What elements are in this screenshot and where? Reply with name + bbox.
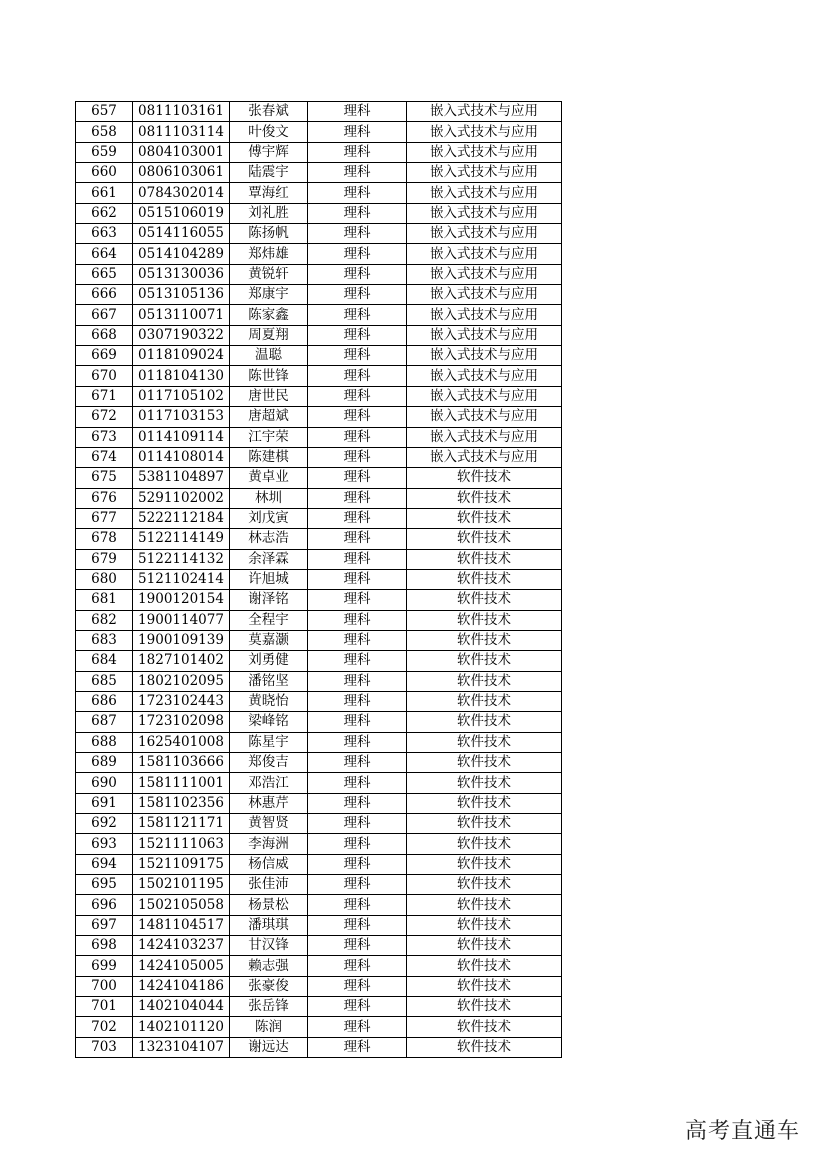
roster-body bbox=[76, 102, 562, 1058]
cell-name: 余泽霖 bbox=[230, 549, 308, 569]
cell-exam-id: 0513110071 bbox=[133, 305, 230, 325]
cell-exam-id: 0514104289 bbox=[133, 244, 230, 264]
cell-name: 谢远达 bbox=[230, 1037, 308, 1057]
table-row bbox=[76, 610, 562, 630]
cell-major: 软件技术 bbox=[407, 1017, 562, 1037]
watermark-text: 高考直通车 bbox=[684, 1119, 800, 1144]
cell-number: 665 bbox=[76, 264, 133, 284]
cell-category: 理科 bbox=[308, 529, 407, 549]
cell-exam-id: 1581111001 bbox=[133, 773, 230, 793]
table-row bbox=[76, 183, 562, 203]
cell-exam-id: 0806103061 bbox=[133, 163, 230, 183]
cell-category: 理科 bbox=[308, 427, 407, 447]
cell-major: 软件技术 bbox=[407, 691, 562, 711]
cell-category: 理科 bbox=[308, 346, 407, 366]
table-row bbox=[76, 773, 562, 793]
table-row bbox=[76, 122, 562, 142]
table-row bbox=[76, 691, 562, 711]
cell-exam-id: 1502101195 bbox=[133, 875, 230, 895]
cell-category: 理科 bbox=[308, 244, 407, 264]
cell-number: 673 bbox=[76, 427, 133, 447]
cell-name: 谢泽铭 bbox=[230, 590, 308, 610]
table-row bbox=[76, 203, 562, 223]
cell-category: 理科 bbox=[308, 468, 407, 488]
cell-number: 666 bbox=[76, 285, 133, 305]
cell-number: 671 bbox=[76, 386, 133, 406]
cell-major: 软件技术 bbox=[407, 732, 562, 752]
cell-name: 陈家鑫 bbox=[230, 305, 308, 325]
cell-exam-id: 1424103237 bbox=[133, 936, 230, 956]
table-row bbox=[76, 305, 562, 325]
cell-exam-id: 0514116055 bbox=[133, 224, 230, 244]
cell-exam-id: 5222112184 bbox=[133, 508, 230, 528]
cell-number: 658 bbox=[76, 122, 133, 142]
cell-number: 687 bbox=[76, 712, 133, 732]
cell-category: 理科 bbox=[308, 203, 407, 223]
cell-number: 693 bbox=[76, 834, 133, 854]
table-row bbox=[76, 529, 562, 549]
cell-major: 软件技术 bbox=[407, 753, 562, 773]
cell-number: 690 bbox=[76, 773, 133, 793]
cell-major: 软件技术 bbox=[407, 854, 562, 874]
cell-name: 梁峰铭 bbox=[230, 712, 308, 732]
cell-name: 刘戊寅 bbox=[230, 508, 308, 528]
table-row bbox=[76, 936, 562, 956]
cell-number: 689 bbox=[76, 753, 133, 773]
cell-name: 赖志强 bbox=[230, 956, 308, 976]
cell-major: 软件技术 bbox=[407, 468, 562, 488]
table-row bbox=[76, 1037, 562, 1057]
cell-exam-id: 1625401008 bbox=[133, 732, 230, 752]
cell-major: 软件技术 bbox=[407, 956, 562, 976]
admission-roster-table bbox=[75, 101, 562, 1058]
cell-category: 理科 bbox=[308, 549, 407, 569]
table-row bbox=[76, 814, 562, 834]
cell-major: 软件技术 bbox=[407, 773, 562, 793]
cell-major: 嵌入式技术与应用 bbox=[407, 264, 562, 284]
cell-name: 潘琪琪 bbox=[230, 915, 308, 935]
cell-name: 黄卓业 bbox=[230, 468, 308, 488]
cell-category: 理科 bbox=[308, 610, 407, 630]
table-row bbox=[76, 447, 562, 467]
cell-exam-id: 5381104897 bbox=[133, 468, 230, 488]
cell-major: 软件技术 bbox=[407, 508, 562, 528]
cell-category: 理科 bbox=[308, 366, 407, 386]
cell-exam-id: 1723102098 bbox=[133, 712, 230, 732]
table-row bbox=[76, 590, 562, 610]
cell-major: 软件技术 bbox=[407, 997, 562, 1017]
cell-category: 理科 bbox=[308, 183, 407, 203]
cell-number: 692 bbox=[76, 814, 133, 834]
cell-major: 嵌入式技术与应用 bbox=[407, 366, 562, 386]
cell-exam-id: 1481104517 bbox=[133, 915, 230, 935]
cell-category: 理科 bbox=[308, 447, 407, 467]
cell-number: 699 bbox=[76, 956, 133, 976]
cell-number: 695 bbox=[76, 875, 133, 895]
table-row bbox=[76, 732, 562, 752]
cell-exam-id: 0117103153 bbox=[133, 407, 230, 427]
cell-name: 林圳 bbox=[230, 488, 308, 508]
cell-category: 理科 bbox=[308, 671, 407, 691]
cell-major: 嵌入式技术与应用 bbox=[407, 203, 562, 223]
cell-name: 黄锐轩 bbox=[230, 264, 308, 284]
cell-name: 张豪俊 bbox=[230, 976, 308, 996]
cell-category: 理科 bbox=[308, 956, 407, 976]
cell-exam-id: 1323104107 bbox=[133, 1037, 230, 1057]
table-row bbox=[76, 244, 562, 264]
cell-major: 嵌入式技术与应用 bbox=[407, 183, 562, 203]
table-row bbox=[76, 651, 562, 671]
cell-exam-id: 0307190322 bbox=[133, 325, 230, 345]
cell-category: 理科 bbox=[308, 264, 407, 284]
cell-category: 理科 bbox=[308, 407, 407, 427]
cell-category: 理科 bbox=[308, 386, 407, 406]
cell-name: 唐世民 bbox=[230, 386, 308, 406]
cell-category: 理科 bbox=[308, 651, 407, 671]
cell-major: 嵌入式技术与应用 bbox=[407, 346, 562, 366]
cell-exam-id: 1402101120 bbox=[133, 1017, 230, 1037]
cell-exam-id: 0811103114 bbox=[133, 122, 230, 142]
cell-major: 软件技术 bbox=[407, 488, 562, 508]
cell-category: 理科 bbox=[308, 732, 407, 752]
cell-name: 陆震宇 bbox=[230, 163, 308, 183]
cell-number: 674 bbox=[76, 447, 133, 467]
cell-number: 685 bbox=[76, 671, 133, 691]
table-row bbox=[76, 854, 562, 874]
cell-exam-id: 1900114077 bbox=[133, 610, 230, 630]
table-row bbox=[76, 834, 562, 854]
cell-major: 软件技术 bbox=[407, 875, 562, 895]
cell-name: 陈润 bbox=[230, 1017, 308, 1037]
cell-category: 理科 bbox=[308, 875, 407, 895]
table-row bbox=[76, 793, 562, 813]
cell-name: 郑炜雄 bbox=[230, 244, 308, 264]
table-row bbox=[76, 264, 562, 284]
cell-category: 理科 bbox=[308, 976, 407, 996]
cell-exam-id: 0515106019 bbox=[133, 203, 230, 223]
cell-number: 676 bbox=[76, 488, 133, 508]
cell-major: 软件技术 bbox=[407, 814, 562, 834]
table-row bbox=[76, 976, 562, 996]
cell-exam-id: 1424105005 bbox=[133, 956, 230, 976]
cell-major: 嵌入式技术与应用 bbox=[407, 407, 562, 427]
cell-number: 669 bbox=[76, 346, 133, 366]
cell-major: 软件技术 bbox=[407, 895, 562, 915]
cell-major: 嵌入式技术与应用 bbox=[407, 285, 562, 305]
cell-number: 668 bbox=[76, 325, 133, 345]
cell-major: 软件技术 bbox=[407, 712, 562, 732]
cell-name: 杨景松 bbox=[230, 895, 308, 915]
cell-category: 理科 bbox=[308, 325, 407, 345]
cell-category: 理科 bbox=[308, 936, 407, 956]
cell-name: 莫嘉灏 bbox=[230, 630, 308, 650]
table-row bbox=[76, 875, 562, 895]
cell-major: 软件技术 bbox=[407, 793, 562, 813]
cell-exam-id: 5291102002 bbox=[133, 488, 230, 508]
cell-exam-id: 1581102356 bbox=[133, 793, 230, 813]
cell-number: 686 bbox=[76, 691, 133, 711]
cell-number: 663 bbox=[76, 224, 133, 244]
cell-major: 嵌入式技术与应用 bbox=[407, 244, 562, 264]
cell-number: 681 bbox=[76, 590, 133, 610]
cell-number: 660 bbox=[76, 163, 133, 183]
cell-number: 672 bbox=[76, 407, 133, 427]
cell-major: 嵌入式技术与应用 bbox=[407, 447, 562, 467]
cell-name: 黄晓怡 bbox=[230, 691, 308, 711]
cell-major: 软件技术 bbox=[407, 630, 562, 650]
cell-category: 理科 bbox=[308, 488, 407, 508]
cell-category: 理科 bbox=[308, 285, 407, 305]
cell-category: 理科 bbox=[308, 1037, 407, 1057]
cell-name: 许旭城 bbox=[230, 569, 308, 589]
cell-category: 理科 bbox=[308, 508, 407, 528]
table-row bbox=[76, 712, 562, 732]
cell-category: 理科 bbox=[308, 773, 407, 793]
table-row bbox=[76, 285, 562, 305]
cell-category: 理科 bbox=[308, 915, 407, 935]
cell-category: 理科 bbox=[308, 122, 407, 142]
cell-exam-id: 1802102095 bbox=[133, 671, 230, 691]
cell-name: 叶俊文 bbox=[230, 122, 308, 142]
cell-name: 潘铭坚 bbox=[230, 671, 308, 691]
table-row bbox=[76, 997, 562, 1017]
cell-name: 刘勇健 bbox=[230, 651, 308, 671]
cell-major: 嵌入式技术与应用 bbox=[407, 386, 562, 406]
cell-number: 683 bbox=[76, 630, 133, 650]
cell-exam-id: 1900109139 bbox=[133, 630, 230, 650]
cell-name: 张春斌 bbox=[230, 102, 308, 122]
cell-number: 697 bbox=[76, 915, 133, 935]
table-row bbox=[76, 895, 562, 915]
cell-major: 软件技术 bbox=[407, 915, 562, 935]
cell-name: 张佳沛 bbox=[230, 875, 308, 895]
cell-number: 703 bbox=[76, 1037, 133, 1057]
cell-number: 702 bbox=[76, 1017, 133, 1037]
table-row bbox=[76, 325, 562, 345]
cell-category: 理科 bbox=[308, 834, 407, 854]
cell-category: 理科 bbox=[308, 590, 407, 610]
table-row bbox=[76, 569, 562, 589]
cell-name: 林惠芹 bbox=[230, 793, 308, 813]
cell-exam-id: 0784302014 bbox=[133, 183, 230, 203]
cell-major: 软件技术 bbox=[407, 936, 562, 956]
cell-exam-id: 0118109024 bbox=[133, 346, 230, 366]
cell-major: 嵌入式技术与应用 bbox=[407, 102, 562, 122]
cell-major: 嵌入式技术与应用 bbox=[407, 163, 562, 183]
cell-category: 理科 bbox=[308, 997, 407, 1017]
table-row bbox=[76, 753, 562, 773]
cell-major: 软件技术 bbox=[407, 590, 562, 610]
cell-name: 陈世锋 bbox=[230, 366, 308, 386]
cell-name: 甘汉锋 bbox=[230, 936, 308, 956]
cell-number: 700 bbox=[76, 976, 133, 996]
cell-major: 软件技术 bbox=[407, 1037, 562, 1057]
cell-exam-id: 0513105136 bbox=[133, 285, 230, 305]
cell-category: 理科 bbox=[308, 102, 407, 122]
cell-category: 理科 bbox=[308, 854, 407, 874]
table-row bbox=[76, 671, 562, 691]
cell-major: 软件技术 bbox=[407, 671, 562, 691]
cell-number: 670 bbox=[76, 366, 133, 386]
cell-name: 张岳锋 bbox=[230, 997, 308, 1017]
cell-major: 嵌入式技术与应用 bbox=[407, 122, 562, 142]
table-row bbox=[76, 224, 562, 244]
cell-exam-id: 1723102443 bbox=[133, 691, 230, 711]
cell-number: 684 bbox=[76, 651, 133, 671]
cell-exam-id: 0117105102 bbox=[133, 386, 230, 406]
cell-category: 理科 bbox=[308, 630, 407, 650]
table-row bbox=[76, 427, 562, 447]
cell-number: 662 bbox=[76, 203, 133, 223]
table-row bbox=[76, 386, 562, 406]
cell-category: 理科 bbox=[308, 224, 407, 244]
cell-exam-id: 0804103001 bbox=[133, 142, 230, 162]
table-row bbox=[76, 630, 562, 650]
cell-name: 林志浩 bbox=[230, 529, 308, 549]
cell-name: 傅宇辉 bbox=[230, 142, 308, 162]
cell-category: 理科 bbox=[308, 814, 407, 834]
cell-exam-id: 0513130036 bbox=[133, 264, 230, 284]
cell-exam-id: 1827101402 bbox=[133, 651, 230, 671]
cell-major: 嵌入式技术与应用 bbox=[407, 427, 562, 447]
cell-number: 675 bbox=[76, 468, 133, 488]
table-row bbox=[76, 549, 562, 569]
table-row bbox=[76, 366, 562, 386]
cell-number: 664 bbox=[76, 244, 133, 264]
cell-name: 温聪 bbox=[230, 346, 308, 366]
cell-name: 邓浩江 bbox=[230, 773, 308, 793]
cell-number: 694 bbox=[76, 854, 133, 874]
cell-number: 678 bbox=[76, 529, 133, 549]
cell-category: 理科 bbox=[308, 305, 407, 325]
cell-category: 理科 bbox=[308, 691, 407, 711]
cell-name: 杨信威 bbox=[230, 854, 308, 874]
cell-number: 696 bbox=[76, 895, 133, 915]
cell-exam-id: 1521109175 bbox=[133, 854, 230, 874]
cell-exam-id: 1900120154 bbox=[133, 590, 230, 610]
cell-number: 691 bbox=[76, 793, 133, 813]
cell-category: 理科 bbox=[308, 142, 407, 162]
cell-number: 701 bbox=[76, 997, 133, 1017]
cell-number: 682 bbox=[76, 610, 133, 630]
cell-name: 全程宇 bbox=[230, 610, 308, 630]
cell-category: 理科 bbox=[308, 895, 407, 915]
cell-exam-id: 5122114132 bbox=[133, 549, 230, 569]
cell-name: 郑俊吉 bbox=[230, 753, 308, 773]
table-row bbox=[76, 956, 562, 976]
cell-name: 刘礼胜 bbox=[230, 203, 308, 223]
cell-exam-id: 0811103161 bbox=[133, 102, 230, 122]
cell-exam-id: 5122114149 bbox=[133, 529, 230, 549]
cell-number: 679 bbox=[76, 549, 133, 569]
cell-exam-id: 1402104044 bbox=[133, 997, 230, 1017]
cell-major: 嵌入式技术与应用 bbox=[407, 305, 562, 325]
cell-number: 677 bbox=[76, 508, 133, 528]
cell-category: 理科 bbox=[308, 163, 407, 183]
cell-exam-id: 0114108014 bbox=[133, 447, 230, 467]
cell-name: 陈星宇 bbox=[230, 732, 308, 752]
cell-name: 江宇荣 bbox=[230, 427, 308, 447]
cell-major: 软件技术 bbox=[407, 834, 562, 854]
table-row bbox=[76, 102, 562, 122]
cell-number: 659 bbox=[76, 142, 133, 162]
table-row bbox=[76, 468, 562, 488]
cell-category: 理科 bbox=[308, 1017, 407, 1037]
cell-name: 覃海红 bbox=[230, 183, 308, 203]
cell-major: 嵌入式技术与应用 bbox=[407, 224, 562, 244]
cell-major: 软件技术 bbox=[407, 976, 562, 996]
cell-name: 陈扬帆 bbox=[230, 224, 308, 244]
cell-exam-id: 1521111063 bbox=[133, 834, 230, 854]
cell-number: 667 bbox=[76, 305, 133, 325]
cell-category: 理科 bbox=[308, 793, 407, 813]
cell-major: 软件技术 bbox=[407, 610, 562, 630]
cell-exam-id: 1502105058 bbox=[133, 895, 230, 915]
table-row bbox=[76, 142, 562, 162]
cell-exam-id: 0118104130 bbox=[133, 366, 230, 386]
cell-number: 698 bbox=[76, 936, 133, 956]
cell-exam-id: 1581103666 bbox=[133, 753, 230, 773]
cell-major: 嵌入式技术与应用 bbox=[407, 142, 562, 162]
table-row bbox=[76, 508, 562, 528]
cell-exam-id: 1581121171 bbox=[133, 814, 230, 834]
cell-name: 黄智贤 bbox=[230, 814, 308, 834]
cell-name: 陈建棋 bbox=[230, 447, 308, 467]
cell-number: 688 bbox=[76, 732, 133, 752]
cell-exam-id: 1424104186 bbox=[133, 976, 230, 996]
table-row bbox=[76, 915, 562, 935]
table-row bbox=[76, 346, 562, 366]
cell-major: 嵌入式技术与应用 bbox=[407, 325, 562, 345]
cell-major: 软件技术 bbox=[407, 549, 562, 569]
cell-exam-id: 0114109114 bbox=[133, 427, 230, 447]
table-row bbox=[76, 488, 562, 508]
cell-name: 周夏翔 bbox=[230, 325, 308, 345]
cell-major: 软件技术 bbox=[407, 569, 562, 589]
cell-major: 软件技术 bbox=[407, 651, 562, 671]
table-row bbox=[76, 1017, 562, 1037]
table-row bbox=[76, 407, 562, 427]
cell-name: 唐超斌 bbox=[230, 407, 308, 427]
cell-major: 软件技术 bbox=[407, 529, 562, 549]
cell-category: 理科 bbox=[308, 712, 407, 732]
cell-category: 理科 bbox=[308, 569, 407, 589]
cell-exam-id: 5121102414 bbox=[133, 569, 230, 589]
table-row bbox=[76, 163, 562, 183]
cell-number: 657 bbox=[76, 102, 133, 122]
cell-category: 理科 bbox=[308, 753, 407, 773]
cell-name: 李海洲 bbox=[230, 834, 308, 854]
cell-name: 郑康宇 bbox=[230, 285, 308, 305]
cell-number: 661 bbox=[76, 183, 133, 203]
cell-number: 680 bbox=[76, 569, 133, 589]
